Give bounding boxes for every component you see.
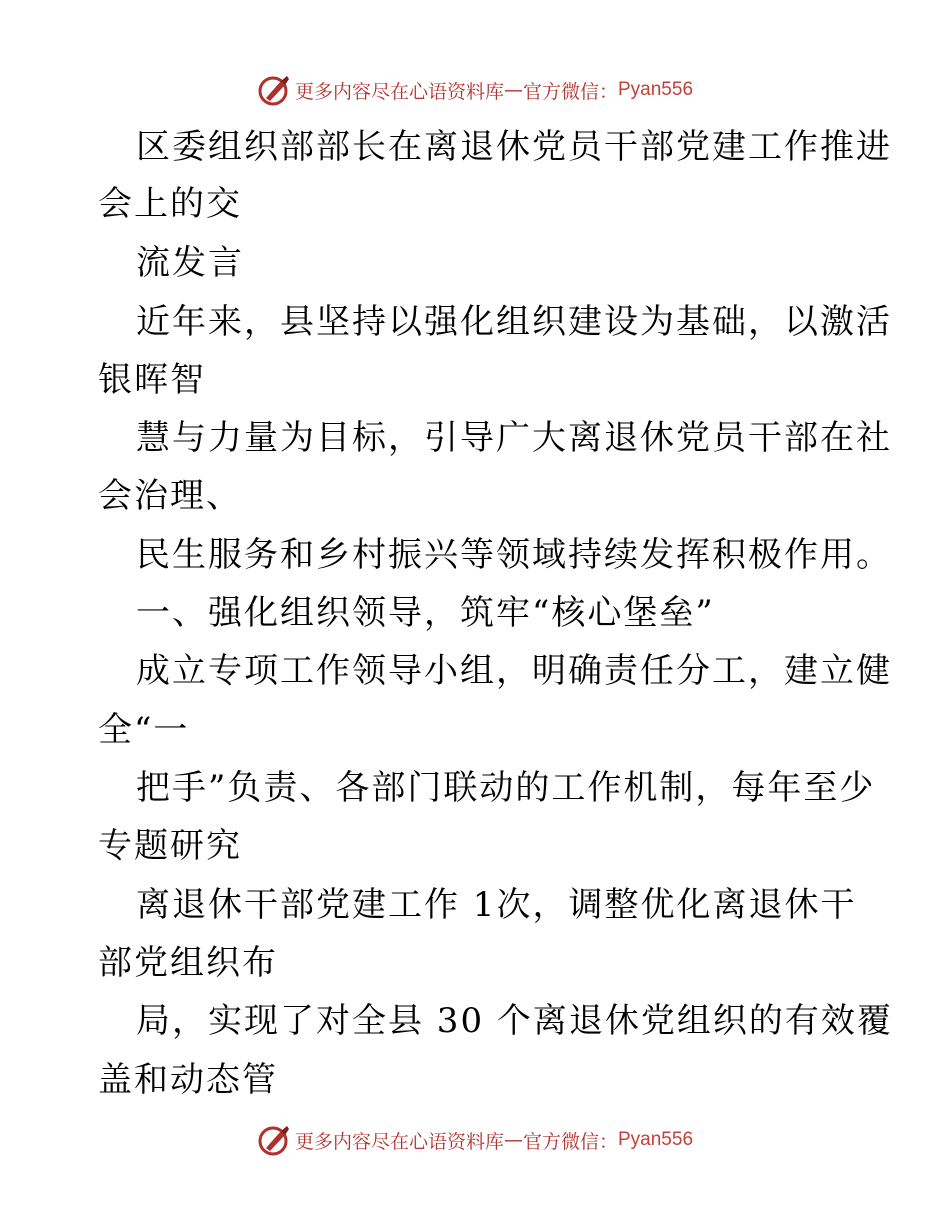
banner-wechat-label: 官方微信：	[522, 80, 618, 103]
body-line: 全“一	[98, 710, 190, 750]
banner-wechat-label: 官方微信：	[522, 1130, 618, 1153]
body-line: 会上的交	[98, 184, 242, 224]
body-line: 盖和动态管	[98, 1060, 278, 1100]
body-line: 部党组织布	[98, 943, 278, 983]
body-line: 银晖智	[98, 360, 206, 400]
body-line: 慧与力量为目标，引导广大离退休党员干部在社	[136, 418, 892, 458]
body-line: 流发言	[136, 243, 244, 283]
footer-watermark-banner	[0, 1120, 950, 1160]
body-line: 区委组织部部长在离退休党员干部党建工作推进	[136, 127, 892, 167]
body-line: 局，实现了对全县 30 个离退休党组织的有效覆	[136, 1001, 893, 1041]
banner-separator: —	[503, 79, 523, 101]
header-watermark-banner	[0, 70, 950, 110]
pen-logo-icon	[257, 73, 291, 107]
body-line: 会治理、	[98, 476, 242, 516]
body-line: 近年来，县坚持以强化组织建设为基础，以激活	[136, 302, 892, 342]
body-line: 民生服务和乡村振兴等领域持续发挥积极作用。	[136, 535, 892, 575]
body-line: 专题研究	[98, 826, 242, 866]
banner-main-text: 更多内容尽在心语资料库	[294, 1130, 504, 1153]
banner-main-text: 更多内容尽在心语资料库	[294, 80, 504, 103]
body-line: 成立专项工作领导小组，明确责任分工，建立健	[136, 651, 892, 691]
banner-wechat-id: Pyan556	[618, 1129, 694, 1150]
banner-wechat-id: Pyan556	[618, 79, 694, 100]
pen-logo-icon	[257, 1123, 291, 1157]
body-line: 离退休干部党建工作 1次，调整优化离退休干	[136, 885, 857, 925]
body-line: 把手”负责、各部门联动的工作机制，每年至少	[136, 768, 876, 808]
banner-separator: —	[503, 1129, 523, 1151]
section-heading: 一、强化组织领导，筑牢“核心堡垒”	[136, 593, 715, 633]
